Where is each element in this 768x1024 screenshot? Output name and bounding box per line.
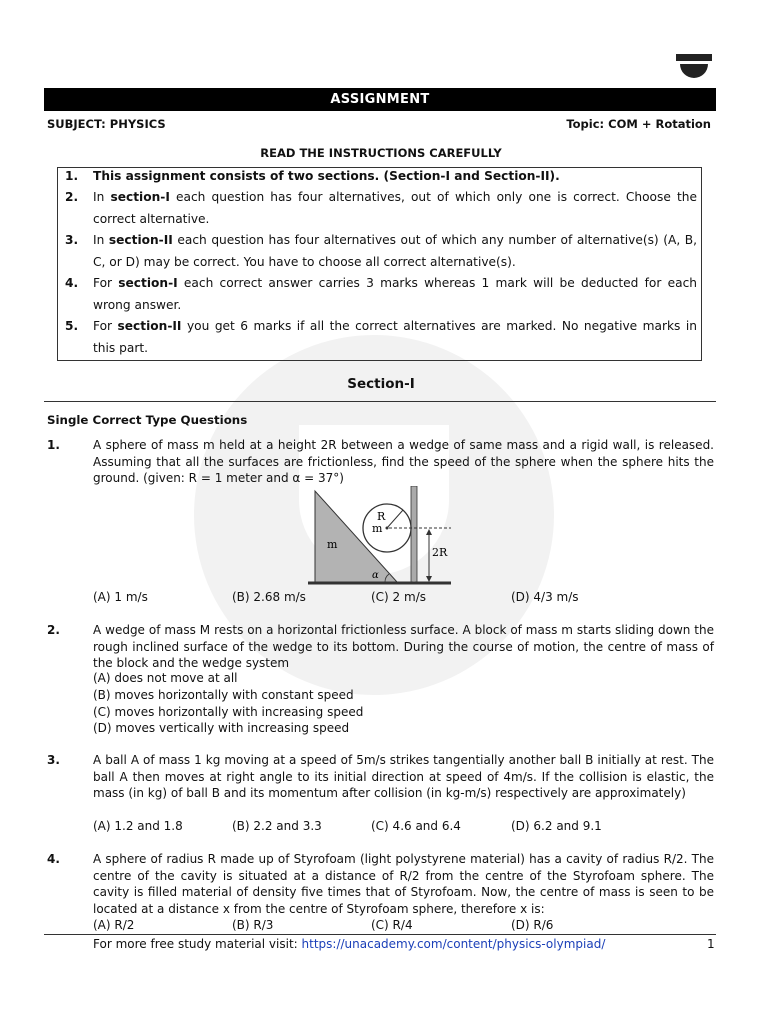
question-number: 2.	[47, 623, 60, 637]
wedge-sphere-figure	[305, 486, 455, 586]
question-text: A sphere of mass m held at a height 2R between a wedge of same mass and a rigid wall, is released. Assuming that all the surfaces are frictionless, find the speed of the sphere when the sphere hits the ground. (given: R = 1 meter and α = 37°)	[93, 438, 714, 485]
section-title: Section-I	[347, 376, 415, 392]
option-c: (C) R/4	[371, 918, 413, 932]
angle-label: α	[372, 570, 379, 581]
option-b: (B) moves horizontally with constant speed	[93, 688, 354, 702]
option-c: (C) 4.6 and 6.4	[371, 819, 461, 833]
option-d: (D) 4/3 m/s	[511, 590, 579, 604]
page-number: 1	[707, 937, 715, 951]
option-c: (C) 2 m/s	[371, 590, 426, 604]
option-a: (A) R/2	[93, 918, 135, 932]
footer-divider	[44, 934, 716, 935]
sphere-mass-label: m	[372, 522, 383, 535]
question-number: 1.	[47, 438, 60, 452]
question-type-heading: Single Correct Type Questions	[47, 413, 248, 427]
footer-text: For more free study material visit: https://unacademy.com/content/physics-olympiad/	[93, 937, 606, 951]
topic-label: Topic: COM + Rotation	[566, 117, 711, 131]
assignment-banner: ASSIGNMENT	[44, 88, 716, 111]
question-text: A wedge of mass M rests on a horizontal frictionless surface. A block of mass m starts sliding down the rough inclined surface of the wedge to its bottom. During the course of motion, the centre of mass of the block and the wedge system	[93, 623, 714, 670]
option-b: (B) 2.68 m/s	[232, 590, 306, 604]
option-d: (D) 6.2 and 9.1	[511, 819, 602, 833]
height-label: 2R	[432, 546, 448, 559]
section-divider	[44, 401, 716, 402]
question-text: A ball A of mass 1 kg moving at a speed of 5m/s strikes tangentially another ball B initially at rest. The ball A then moves at right angle to its initial direction at speed of 4m/s. If the collision is elastic, the mass (in kg) of ball B and its momentum after collision (in kg-m/s) respectively are approximately)	[93, 753, 714, 800]
question-number: 3.	[47, 753, 60, 767]
question-number: 4.	[47, 852, 60, 866]
instructions-box: 1. This assignment consists of two sections. (Section-I and Section-II). 2. In section-I each question has four alternatives, out of which only one is correct. Choose the correct alternative. 3. In section-II each question has four alternatives out of which any number of alternative(s) (A, B, C, or D) may be correct. You have to choose all correct alternative(s). 4. For section-I each correct answer carries 3 marks whereas 1 mark will be deducted for each wrong answer. 5. For section-II you get 6 marks if all the correct alternatives are marked. No negative marks in this part.	[57, 167, 702, 361]
option-a: (A) 1 m/s	[93, 590, 148, 604]
question-text: A sphere of radius R made up of Styrofoam (light polystyrene material) has a cavity of radius R/2. The centre of the cavity is situated at a distance of R/2 from the centre of the Styrofoam sphere. The cavity is filled material of density five times that of Styrofoam. Now, the centre of mass is seen to be located at a distance x from the centre of Styrofoam sphere, therefore x is:	[93, 852, 714, 916]
option-c: (C) moves horizontally with increasing speed	[93, 705, 364, 719]
radius-label: R	[377, 510, 386, 523]
option-d: (D) moves vertically with increasing speed	[93, 721, 350, 735]
option-b: (B) R/3	[232, 918, 274, 932]
rigid-wall	[411, 486, 417, 582]
option-a: (A) does not move at all	[93, 671, 238, 685]
option-a: (A) 1.2 and 1.8	[93, 819, 183, 833]
unacademy-logo-icon	[676, 54, 712, 82]
option-b: (B) 2.2 and 3.3	[232, 819, 322, 833]
instructions-heading: READ THE INSTRUCTIONS CAREFULLY	[260, 146, 502, 160]
subject-label: SUBJECT: PHYSICS	[47, 117, 166, 131]
wedge-mass-label: m	[327, 538, 338, 551]
footer-link[interactable]: https://unacademy.com/content/physics-olympiad/	[301, 937, 606, 951]
option-d: (D) R/6	[511, 918, 554, 932]
